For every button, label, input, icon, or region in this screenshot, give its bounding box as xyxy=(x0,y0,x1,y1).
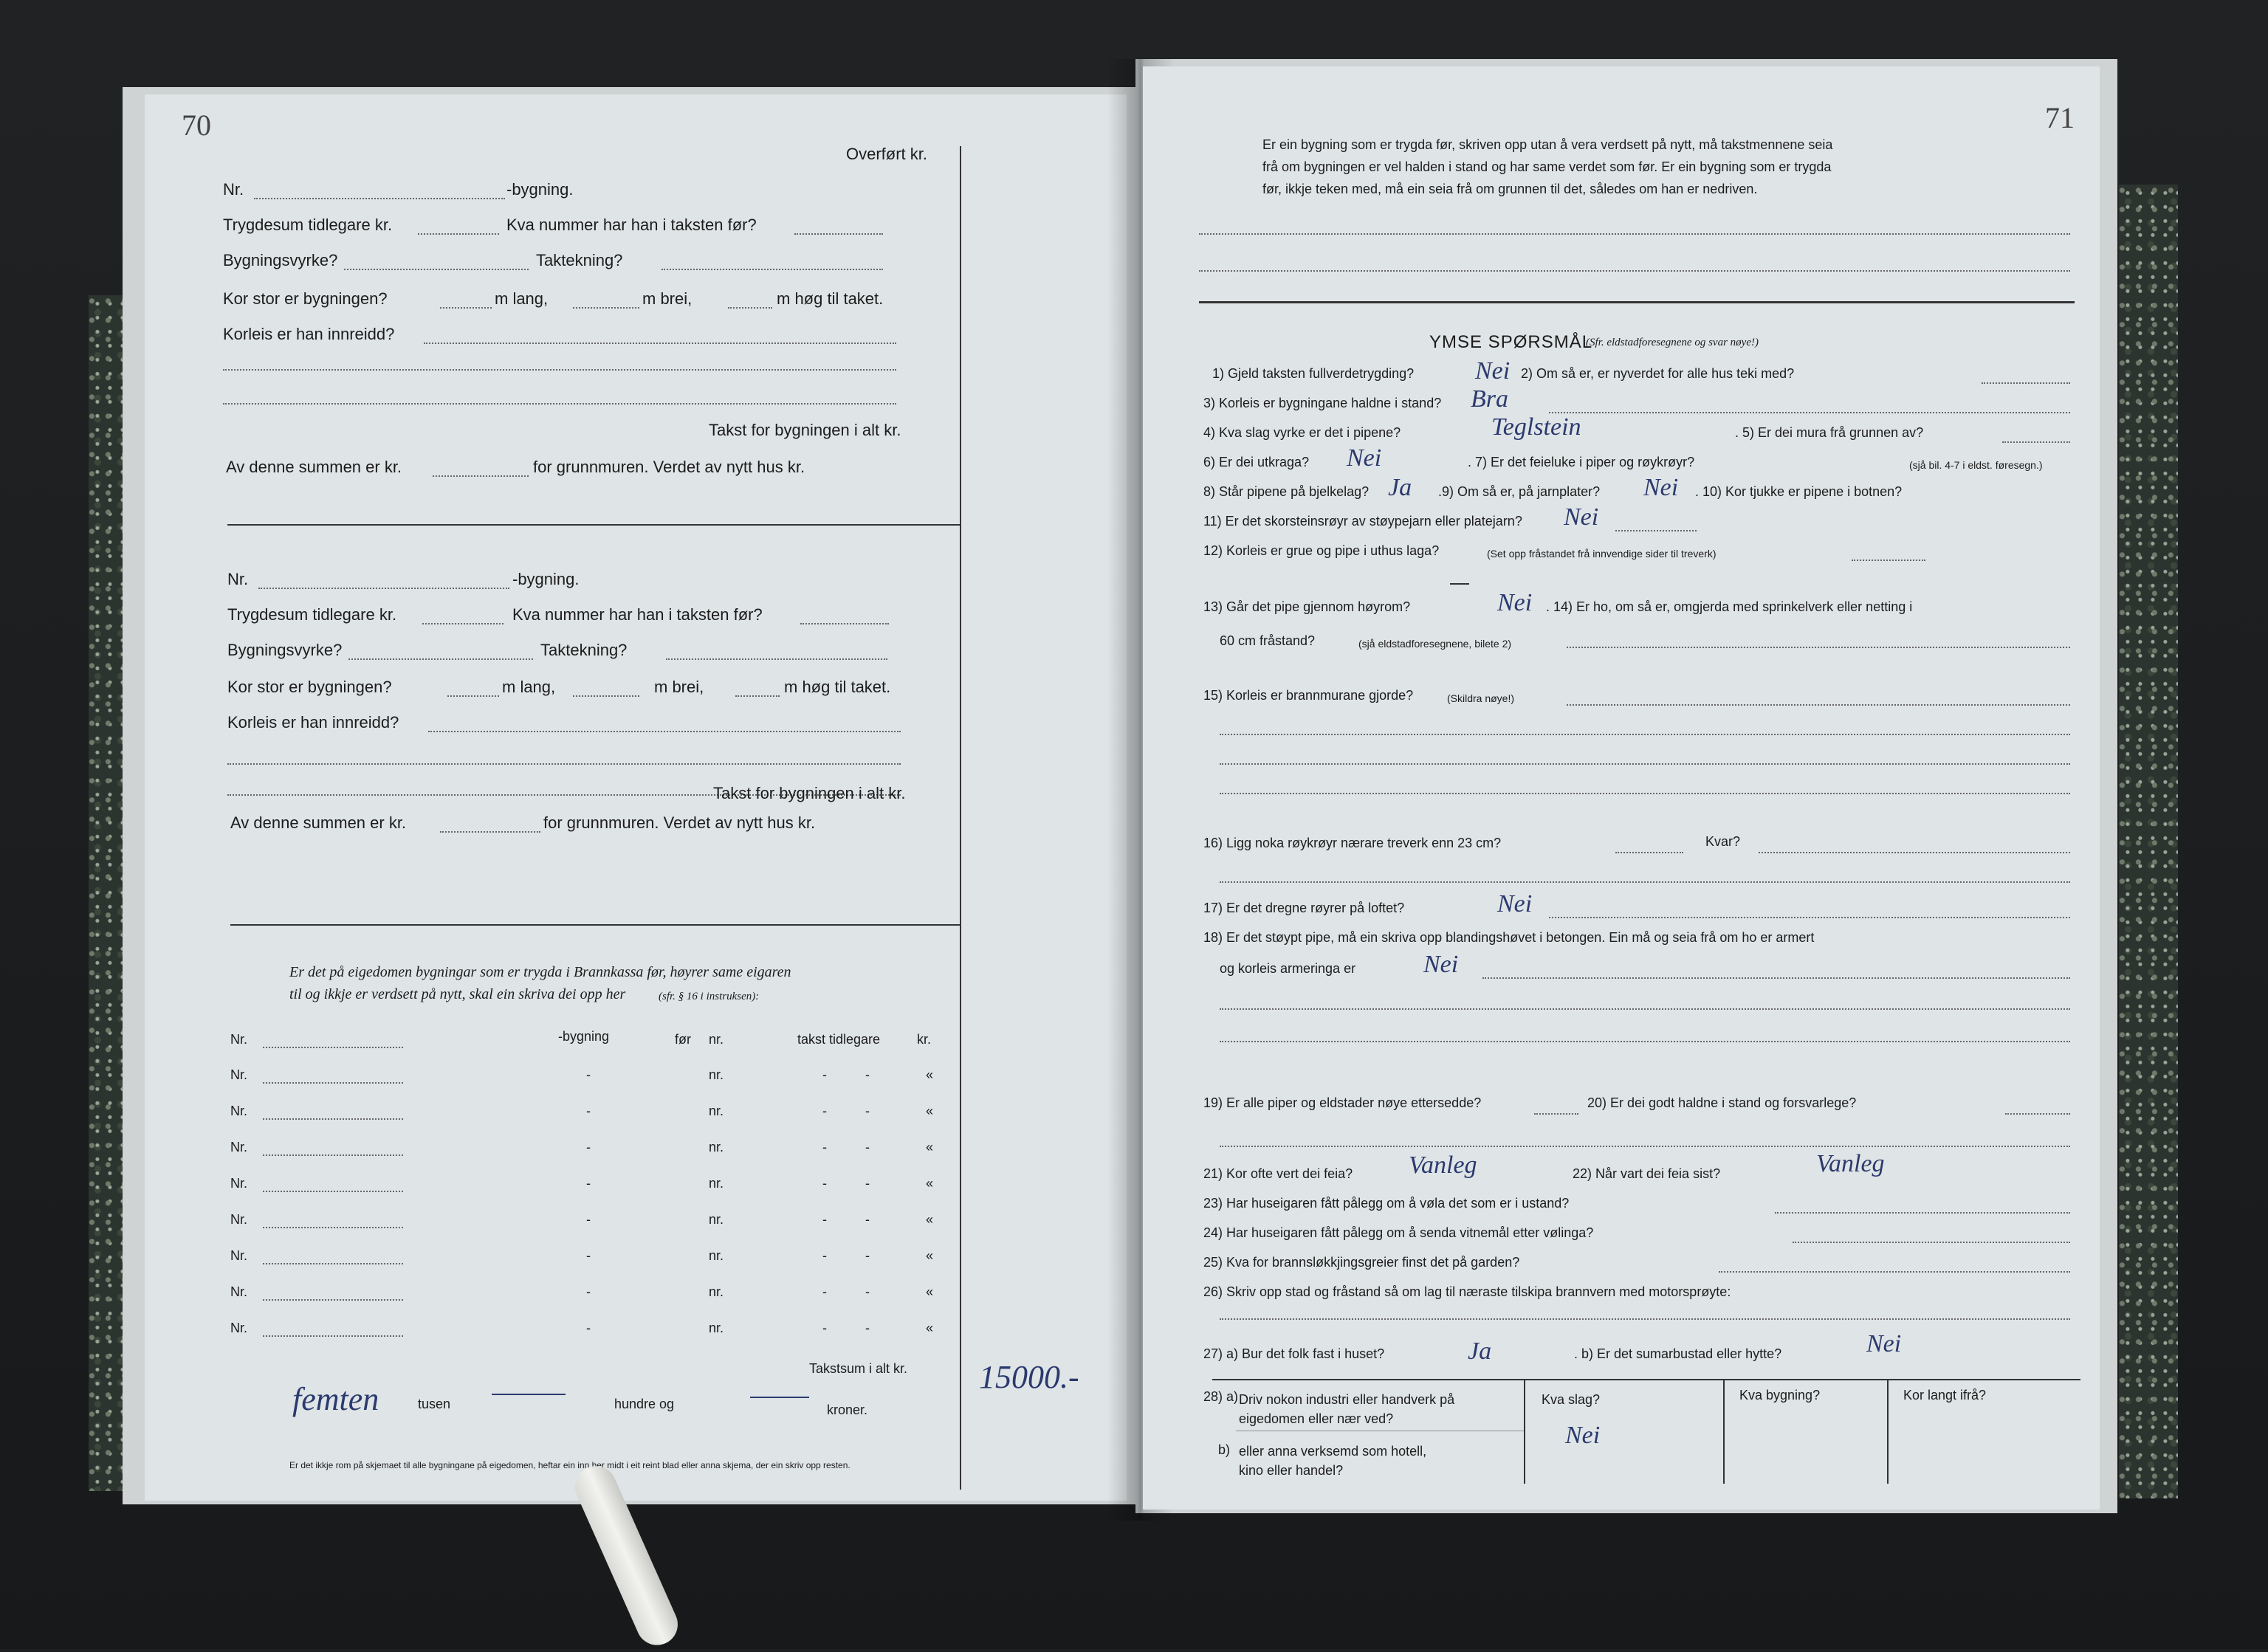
row-dash-2: - xyxy=(865,1067,870,1082)
bygningsvyrke-label: Bygningsvyrke? xyxy=(227,641,343,659)
kva-nummer-line xyxy=(794,233,883,235)
q18b: og korleis armeringa er xyxy=(1220,961,1356,976)
lang-line xyxy=(447,695,499,697)
q28a-line1: Driv nokon industri eller handverk på xyxy=(1239,1392,1455,1407)
page-number-left: 70 xyxy=(182,109,211,142)
row-mark: « xyxy=(926,1067,934,1082)
trygdesum-line xyxy=(422,623,504,624)
q7: . 7) Er det feieluke i piper og røykrøyr? xyxy=(1468,455,1695,469)
row-nr2: nr. xyxy=(709,1176,724,1191)
a22: Vanleg xyxy=(1816,1150,1885,1177)
q17: 17) Er det dregne røyrer på loftet? xyxy=(1203,901,1405,915)
a18: Nei xyxy=(1423,951,1459,978)
q19: 19) Er alle piper og eldstader nøye ettersedde? xyxy=(1203,1095,1482,1110)
grunnmur-line xyxy=(433,475,529,477)
row-dash-1: - xyxy=(822,1212,827,1227)
taktekning-label: Taktekning? xyxy=(540,641,628,659)
taktekning-line xyxy=(666,658,887,660)
q15-note: (Skildra nøye!) xyxy=(1447,692,1515,704)
row-dash-2: - xyxy=(865,1212,870,1227)
q19-line xyxy=(1534,1113,1578,1115)
korleis-line-3 xyxy=(223,403,896,405)
q23: 23) Har huseigaren fått pålegg om å vøla det som er i ustand? xyxy=(1203,1196,1570,1211)
row-dash-1: - xyxy=(822,1140,827,1154)
q28b-line2: kino eller handel? xyxy=(1239,1463,1344,1478)
eigedom-note-line2: til og ikkje er verdsett på nytt, skal ein skriva dei opp her xyxy=(289,986,626,1002)
row-mark: « xyxy=(926,1248,934,1263)
row-mark: « xyxy=(926,1104,934,1118)
q28b-num: b) xyxy=(1218,1442,1231,1457)
q2: 2) Om så er, er nyverdet for alle hus teki med? xyxy=(1521,366,1795,381)
q20-line xyxy=(2005,1113,2070,1115)
a11: Nei xyxy=(1564,503,1599,531)
q12: 12) Korleis er grue og pipe i uthus laga? xyxy=(1203,543,1440,558)
a27a: Ja xyxy=(1468,1338,1492,1365)
kor-stor-label: Kor stor er bygningen? xyxy=(227,678,392,696)
hundre-og-label: hundre og xyxy=(614,1397,675,1411)
row-nr2: nr. xyxy=(709,1140,724,1154)
av-denne-label: Av denne summen er kr. xyxy=(230,813,407,832)
table-header-nr2: nr. xyxy=(709,1032,724,1047)
tusen-handwritten: femten xyxy=(292,1381,379,1417)
row-mark: « xyxy=(926,1140,934,1154)
q20-line-2 xyxy=(1220,1146,2070,1147)
a27b: Nei xyxy=(1866,1330,1902,1357)
q14b: 60 cm fråstand? xyxy=(1220,633,1316,648)
row-nr: Nr. xyxy=(230,1284,248,1299)
q4: 4) Kva slag vyrke er det i pipene? xyxy=(1203,425,1401,440)
q28-col3 xyxy=(1887,1379,1889,1484)
row-mark: « xyxy=(926,1212,934,1227)
korleis-line-2 xyxy=(227,763,901,765)
a21: Vanleg xyxy=(1409,1152,1477,1179)
row-nr: Nr. xyxy=(230,1321,248,1335)
overfort-label: Overført kr. xyxy=(846,145,927,163)
q17-line xyxy=(1549,917,2070,918)
q5-line xyxy=(2002,441,2070,443)
q26: 26) Skriv opp stad og fråstand så om lag til næraste tilskipa brannvern med motorsprøyte: xyxy=(1203,1284,1731,1299)
row-nr: Nr. xyxy=(230,1067,248,1082)
right-page xyxy=(1143,66,2100,1510)
row-nr: Nr. xyxy=(230,1212,248,1227)
brei-line xyxy=(573,695,639,697)
row-dash-1: - xyxy=(822,1248,827,1263)
intro-line-3: før, ikkje teken med, må ein seia frå om grunnen til det, således om han er nedriven. xyxy=(1262,182,1758,196)
q12-mark xyxy=(1450,583,1469,585)
eigedom-note-line1: Er det på eigedomen bygningar som er trygda i Brannkassa før, høyrer same eigaren xyxy=(289,964,791,980)
row-dash: - xyxy=(586,1284,591,1299)
row-mark: « xyxy=(926,1176,934,1191)
a6: Nei xyxy=(1347,444,1382,472)
takst-label: Takst for bygningen i alt kr. xyxy=(709,421,901,439)
q14: . 14) Er ho, om så er, omgjerda med sprinkelverk eller netting i xyxy=(1546,599,1913,614)
row-dash: - xyxy=(586,1212,591,1227)
q28-top xyxy=(1212,1379,2080,1380)
m-hog-label: m høg til taket. xyxy=(784,678,891,696)
q9: .9) Om så er, på jarnplater? xyxy=(1438,484,1601,499)
taktekning-label: Taktekning? xyxy=(536,251,623,269)
takstsum-value: 15000.- xyxy=(979,1359,1079,1395)
a9: Nei xyxy=(1643,474,1679,501)
q6: 6) Er dei utkraga? xyxy=(1203,455,1310,469)
a4: Teglstein xyxy=(1491,413,1581,441)
row-nr: Nr. xyxy=(230,1104,248,1118)
a17: Nei xyxy=(1497,890,1533,918)
q22: 22) Når vart dei feia sist? xyxy=(1573,1166,1721,1181)
q28a-num: 28) a) xyxy=(1203,1389,1239,1404)
q11: 11) Er det skorsteinsrøyr av støypejarn eller platejarn? xyxy=(1203,514,1522,529)
q18-line xyxy=(1482,977,2070,979)
q28-col2 xyxy=(1723,1379,1725,1484)
q23-line xyxy=(1775,1212,2070,1214)
row-dash: - xyxy=(586,1176,591,1191)
q15-line xyxy=(1567,704,2070,706)
row-nr2: nr. xyxy=(709,1284,724,1299)
brei-line xyxy=(573,307,639,309)
row-nr2: nr. xyxy=(709,1321,724,1335)
row-line xyxy=(263,1263,403,1264)
kroner-label: kroner. xyxy=(827,1403,868,1417)
q25: 25) Kva for brannsløkkjingsgreier finst det på garden? xyxy=(1203,1255,1520,1270)
row-dash-2: - xyxy=(865,1321,870,1335)
q14-line xyxy=(1567,647,2070,648)
intro-line-1: Er ein bygning som er trygda før, skriven opp utan å vera verdsett på nytt, må takstmennene seia xyxy=(1262,137,1833,152)
m-hog-label: m høg til taket. xyxy=(777,289,884,308)
vyrke-line xyxy=(348,658,533,660)
row-line xyxy=(263,1118,403,1120)
bygning-label: -bygning. xyxy=(512,570,580,588)
section-rule xyxy=(1199,301,2075,303)
col-kva-slag: Kva slag? xyxy=(1542,1392,1601,1407)
m-lang-label: m lang, xyxy=(502,678,556,696)
row-line xyxy=(263,1299,403,1301)
korleis-label: Korleis er han innreidd? xyxy=(227,713,399,732)
page-number-right: 71 xyxy=(2045,101,2075,134)
q28-col1 xyxy=(1524,1379,1525,1484)
q18-line-2 xyxy=(1220,1008,2070,1010)
col-kva-bygning: Kva bygning? xyxy=(1739,1388,1821,1403)
q12-line xyxy=(1852,560,1925,561)
table-header-nr: Nr. xyxy=(230,1032,248,1047)
bygning-label: -bygning. xyxy=(506,180,574,199)
table-header-for: før xyxy=(675,1032,691,1047)
tusen-label: tusen xyxy=(418,1397,451,1411)
bygningsvyrke-label: Bygningsvyrke? xyxy=(223,251,338,269)
table-header-takst: takst tidlegare xyxy=(797,1032,881,1047)
block-separator-2 xyxy=(230,924,961,926)
row-dash-1: - xyxy=(822,1284,827,1299)
q28a-line2: eigedomen eller nær ved? xyxy=(1239,1411,1394,1426)
marbled-edge-right xyxy=(2119,185,2178,1498)
q8: 8) Står pipene på bjelkelag? xyxy=(1203,484,1370,499)
header-line xyxy=(263,1047,403,1048)
q13: 13) Går det pipe gjennom høyrom? xyxy=(1203,599,1411,614)
kor-stor-label: Kor stor er bygningen? xyxy=(223,289,388,308)
q3-line xyxy=(1549,412,2070,413)
row-dash-2: - xyxy=(865,1104,870,1118)
q15-line-3 xyxy=(1220,763,2070,765)
kva-nummer-label: Kva nummer har han i taksten før? xyxy=(512,605,763,624)
korleis-label: Korleis er han innreidd? xyxy=(223,325,395,343)
row-mark: « xyxy=(926,1321,934,1335)
q26-line xyxy=(1220,1318,2070,1320)
q10: . 10) Kor tjukke er pipene i botnen? xyxy=(1695,484,1903,499)
row-dash: - xyxy=(586,1140,591,1154)
row-dash-1: - xyxy=(822,1176,827,1191)
row-dash-2: - xyxy=(865,1140,870,1154)
row-dash-2: - xyxy=(865,1248,870,1263)
m-brei-label: m brei, xyxy=(642,289,693,308)
kroner-stroke xyxy=(750,1397,809,1398)
q21: 21) Kor ofte vert dei feia? xyxy=(1203,1166,1353,1181)
grunnmuren-label: for grunnmuren. Verdet av nytt hus kr. xyxy=(533,458,805,476)
hundre-stroke xyxy=(492,1394,566,1395)
row-dash-1: - xyxy=(822,1321,827,1335)
q16: 16) Ligg noka røykrøyr nærare treverk enn 23 cm? xyxy=(1203,836,1502,850)
row-nr: Nr. xyxy=(230,1248,248,1263)
korleis-line-2 xyxy=(223,369,896,371)
q24: 24) Har huseigaren fått pålegg om å senda vitnemål etter vølinga? xyxy=(1203,1225,1594,1240)
takstsum-label: Takstsum i alt kr. xyxy=(809,1361,908,1376)
a28: Nei xyxy=(1565,1422,1601,1449)
kva-nummer-line xyxy=(800,623,889,624)
m-lang-label: m lang, xyxy=(495,289,549,308)
hog-line xyxy=(728,307,772,309)
q15-line-4 xyxy=(1220,793,2070,794)
eigedom-note-ref: (sfr. § 16 i instruksen): xyxy=(659,991,760,1002)
row-line xyxy=(263,1082,403,1084)
ymse-heading-note: (Sfr. eldstadforesegnene og svar nøye!) xyxy=(1586,337,1759,348)
row-dash: - xyxy=(586,1248,591,1263)
q27b: . b) Er det sumarbustad eller hytte? xyxy=(1574,1346,1782,1361)
a3: Bra xyxy=(1471,385,1508,413)
amount-column-rule xyxy=(960,146,961,1490)
row-dash: - xyxy=(586,1067,591,1082)
a1: Nei xyxy=(1475,357,1511,385)
q20: 20) Er dei godt haldne i stand og forsvarlege? xyxy=(1587,1095,1857,1110)
row-nr: Nr. xyxy=(230,1176,248,1191)
row-dash-2: - xyxy=(865,1284,870,1299)
q18-line-3 xyxy=(1220,1041,2070,1042)
left-page xyxy=(145,94,1127,1501)
q3: 3) Korleis er bygningane haldne i stand? xyxy=(1203,396,1442,410)
block-separator-1 xyxy=(227,524,960,526)
q16b: Kvar? xyxy=(1705,834,1741,849)
q15: 15) Korleis er brannmurane gjorde? xyxy=(1203,688,1414,703)
q27a: 27) a) Bur det folk fast i huset? xyxy=(1203,1346,1385,1361)
m-brei-label: m brei, xyxy=(654,678,704,696)
q14-note: (sjå eldstadforesegnene, bilete 2) xyxy=(1358,638,1512,650)
a13: Nei xyxy=(1497,589,1533,616)
q16-line xyxy=(1615,852,1683,853)
takst-label: Takst for bygningen i alt kr. xyxy=(713,784,906,802)
trygdesum-line xyxy=(418,233,499,235)
q11-line xyxy=(1615,530,1697,531)
row-dash-1: - xyxy=(822,1067,827,1082)
row-dash-2: - xyxy=(865,1176,870,1191)
grunnmuren-label: for grunnmuren. Verdet av nytt hus kr. xyxy=(543,813,816,832)
footnote: Er det ikkje rom på skjemaet til alle bygningane på eigedomen, heftar ein inn her midt i eit reint blad eller anna skjema, der ein skriv opp resten. xyxy=(289,1460,850,1470)
nr-line xyxy=(254,198,505,199)
row-line xyxy=(263,1191,403,1192)
kva-nummer-label: Kva nummer har han i taksten før? xyxy=(506,216,757,234)
q15-line-2 xyxy=(1220,734,2070,735)
row-nr2: nr. xyxy=(709,1104,724,1118)
col-kor-langt: Kor langt ifrå? xyxy=(1903,1388,1987,1403)
q16-line-2 xyxy=(1759,852,2070,853)
korleis-line xyxy=(428,731,901,732)
a8: Ja xyxy=(1388,474,1412,501)
intro-line-2: frå om bygningen er vel halden i stand og har same verdet som før. Er ein bygning som er trygda xyxy=(1262,159,1832,174)
q7-note: (sjå bil. 4-7 i eldst. føresegn.) xyxy=(1909,459,2043,471)
q24-line xyxy=(1793,1242,2070,1243)
nr-line xyxy=(258,588,509,589)
row-dash: - xyxy=(586,1321,591,1335)
row-nr2: nr. xyxy=(709,1248,724,1263)
lang-line xyxy=(440,307,492,309)
grunnmur-line xyxy=(440,831,540,833)
q18: 18) Er det støypt pipe, må ein skriva opp blandingshøvet i betongen. Ein må og seia frå om ho er armert xyxy=(1203,930,1815,945)
row-mark: « xyxy=(926,1284,934,1299)
nr-label: Nr. xyxy=(223,180,244,199)
row-nr2: nr. xyxy=(709,1067,724,1082)
hog-line xyxy=(735,695,780,697)
row-dash: - xyxy=(586,1104,591,1118)
q16-line-3 xyxy=(1220,881,2070,883)
q1: 1) Gjeld taksten fullverdetrygding? xyxy=(1212,366,1415,381)
av-denne-label: Av denne summen er kr. xyxy=(226,458,402,476)
q28b-line1: eller anna verksemd som hotell, xyxy=(1239,1444,1427,1459)
row-line xyxy=(263,1335,403,1337)
table-header-bygning: -bygning xyxy=(558,1029,610,1044)
q5: . 5) Er dei mura frå grunnen av? xyxy=(1735,425,1924,440)
korleis-line xyxy=(424,343,896,344)
trygdesum-label: Trygdesum tidlegare kr. xyxy=(223,216,393,234)
row-nr2: nr. xyxy=(709,1212,724,1227)
vyrke-line xyxy=(344,269,529,270)
row-dash-1: - xyxy=(822,1104,827,1118)
row-line xyxy=(263,1154,403,1156)
ymse-heading: YMSE SPØRSMÅL xyxy=(1429,332,1593,352)
taktekning-line xyxy=(662,269,883,270)
row-line xyxy=(263,1227,403,1228)
intro-line-b xyxy=(1199,270,2070,272)
nr-label: Nr. xyxy=(227,570,249,588)
q25-line xyxy=(1719,1271,2070,1273)
row-nr: Nr. xyxy=(230,1140,248,1154)
q2-line xyxy=(1982,382,2070,384)
trygdesum-label: Trygdesum tidlegare kr. xyxy=(227,605,397,624)
table-header-kr: kr. xyxy=(917,1032,932,1047)
intro-line xyxy=(1199,233,2070,235)
q12-note: (Set opp fråstandet frå innvendige sider til treverk) xyxy=(1487,548,1717,560)
